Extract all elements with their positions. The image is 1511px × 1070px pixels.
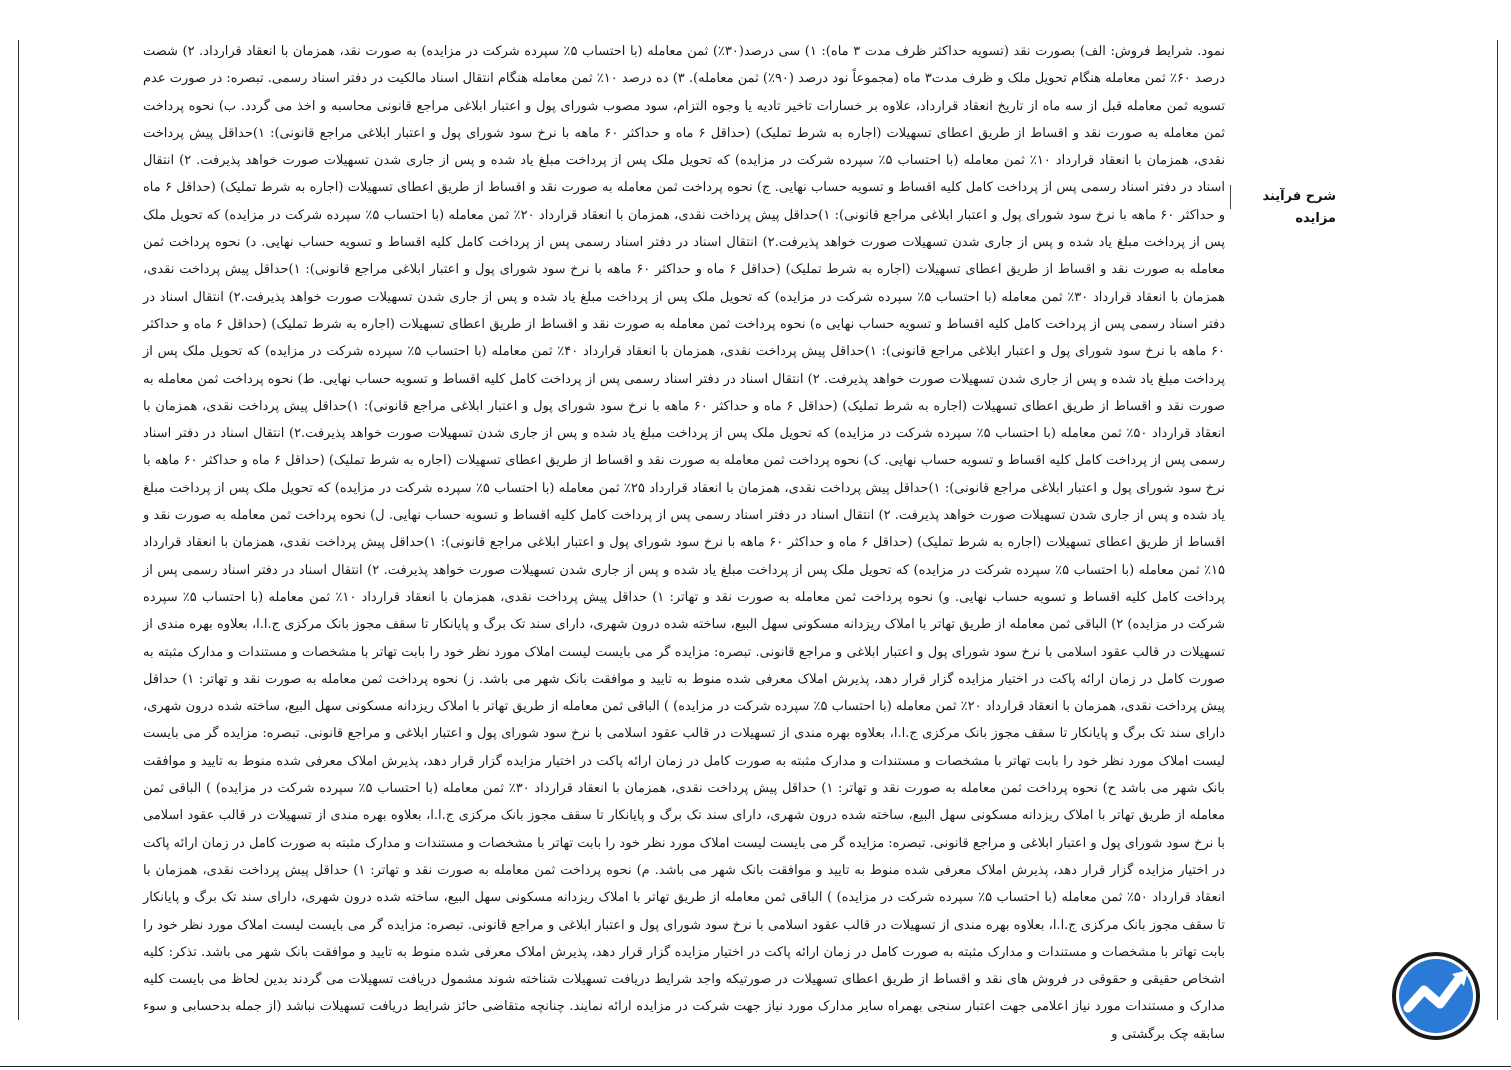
left-border-rule	[18, 40, 19, 1020]
auction-process-description: نمود. شرایط فروش: الف) بصورت نقد (تسویه حداکثر ظرف مدت ۳ ماه): ۱) سی درصد(۳۰٪) ثمن معامله (با احتساب ۵٪ سپرده شرکت در مزایده) به صورت نقد، همزمان با انعقاد قرارداد. ۲) شصت درصد ۶۰٪ ثمن معامله هنگام تحویل ملک و ظرف مدت۳ ماه (مجموعاً نود درصد (۹۰٪) ثمن معامله). ۳) ده درصد ۱۰٪ ثمن معامله هنگام انتقال اسناد مالکیت در دفتر اسناد رسمی. تبصره: در صورت عدم تسویه ثمن معامله قبل از سه ماه از تاریخ انعقاد قرارداد، علاوه بر خسارات تاخیر تادیه یا وجوه التزام، سود مصوب شورای پول و اعتبار ابلاغی مراجع قانونی محاسبه و اخذ می گردد. ب) نحوه پرداخت ثمن معامله به صورت نقد و اقساط از طریق اعطای تسهیلات (اجاره به شرط تملیک) (حداقل ۶ ماه و حداکثر ۶۰ ماهه با نرخ سود شورای پول و اعتبار ابلاغی مراجع قانونی): ۱)حداقل پیش پرداخت نقدی، همزمان با انعقاد قرارداد ۱۰٪ ثمن معامله (با احتساب ۵٪ سپرده شرکت در مزایده) که تحویل ملک پس از پرداخت مبلغ یاد شده و پس از جاری شدن تسهیلات صورت خواهد پذیرفت. ۲) انتقال اسناد در دفتر اسناد رسمی پس از پرداخت کامل کلیه اقساط و تسویه حساب نهایی. ج) نحوه پرداخت ثمن معامله به صورت نقد و اقساط از طریق اعطای تسهیلات (اجاره به شرط تملیک) (حداقل ۶ ماه و حداکثر ۶۰ ماهه با نرخ سود شورای پول و اعتبار ابلاغی مراجع قانونی): ۱)حداقل پیش پرداخت نقدی، همزمان با انعقاد قرارداد ۲۰٪ ثمن معامله (با احتساب ۵٪ سپرده شرکت در مزایده) که تحویل ملک پس از پرداخت مبلغ یاد شده و پس از جاری شدن تسهیلات صورت خواهد پذیرفت.۲) انتقال اسناد در دفتر اسناد رسمی پس از پرداخت کامل کلیه اقساط و تسویه حساب نهایی. د) نحوه پرداخت ثمن معامله به صورت نقد و اقساط از طریق اعطای تسهیلات (اجاره به شرط تملیک) (حداقل ۶ ماه و حداکثر ۶۰ ماهه با نرخ سود شورای پول و اعتبار ابلاغی مراجع قانونی): ۱)حداقل پیش پرداخت نقدی، همزمان با انعقاد قرارداد ۳۰٪ ثمن معامله (با احتساب ۵٪ سپرده شرکت در مزایده) که تحویل ملک پس از پرداخت مبلغ یاد شده و پس از جاری شدن تسهیلات صورت خواهد پذیرفت.۲) انتقال اسناد در دفتر اسناد رسمی پس از پرداخت کامل کلیه اقساط و تسویه حساب نهایی ه) نحوه پرداخت ثمن معامله به صورت نقد و اقساط از طریق اعطای تسهیلات (اجاره به شرط تملیک) (حداقل ۶ ماه و حداکثر ۶۰ ماهه با نرخ سود شورای پول و اعتبار ابلاغی مراجع قانونی): ۱)حداقل پیش پرداخت نقدی، همزمان با انعقاد قرارداد ۴۰٪ ثمن معامله (با احتساب ۵٪ سپرده شرکت در مزایده) که تحویل ملک پس از پرداخت مبلغ یاد شده و پس از جاری شدن تسهیلات صورت خواهد پذیرفت. ۲) انتقال اسناد در دفتر اسناد رسمی پس از پرداخت کامل کلیه اقساط و تسویه حساب نهایی. ط) نحوه پرداخت ثمن معامله به صورت نقد و اقساط از طریق اعطای تسهیلات (اجاره به شرط تملیک) (حداقل ۶ ماه و حداکثر ۶۰ ماهه با نرخ سود شورای پول و اعتبار ابلاغی مراجع قانونی): ۱)حداقل پیش پرداخت نقدی، همزمان با انعقاد قرارداد ۵۰٪ ثمن معامله (با احتساب ۵٪ سپرده شرکت در مزایده) که تحویل ملک پس از پرداخت مبلغ یاد شده و پس از جاری شدن تسهیلات صورت خواهد پذیرفت.۲) انتقال اسناد در دفتر اسناد رسمی پس از پرداخت کامل کلیه اقساط و تسویه حساب نهایی. ک) نحوه پرداخت ثمن معامله به صورت نقد و اقساط از طریق اعطای تسهیلات (اجاره به شرط تملیک) (حداقل ۶ ماه و حداکثر ۶۰ ماهه با نرخ سود شورای پول و اعتبار ابلاغی مراجع قانونی): ۱)حداقل پیش پرداخت نقدی، همزمان با انعقاد قرارداد ۲۵٪ ثمن معامله (با احتساب ۵٪ سپرده شرکت در مزایده) که تحویل ملک پس از پرداخت مبلغ یاد شده و پس از جاری شدن تسهیلات صورت خواهد پذیرفت. ۲) انتقال اسناد در دفتر اسناد رسمی پس از پرداخت کامل کلیه اقساط و تسویه حساب نهایی. ل) نحوه پرداخت ثمن معامله به صورت نقد و اقساط از طریق اعطای تسهیلات (اجاره به شرط تملیک) (حداقل ۶ ماه و حداکثر ۶۰ ماهه با نرخ سود شورای پول و اعتبار ابلاغی مراجع قانونی): ۱)حداقل پیش پرداخت نقدی، همزمان با انعقاد قرارداد ۱۵٪ ثمن معامله (با احتساب ۵٪ سپرده شرکت در مزایده) که تحویل ملک پس از پرداخت مبلغ یاد شده و پس از جاری شدن تسهیلات صورت خواهد پذیرفت. ۲) انتقال اسناد در دفتر اسناد رسمی پس از پرداخت کامل کلیه اقساط و تسویه حساب نهایی. و) نحوه پرداخت ثمن معامله به صورت نقد و تهاتر: ۱) حداقل پیش پرداخت نقدی، همزمان با انعقاد قرارداد ۱۰٪ ثمن معامله (با احتساب ۵٪ سپرده شرکت در مزایده) ۲) الباقی ثمن معامله از طریق تهاتر با املاک ریزدانه مسکونی سهل البیع، ساخته شده درون شهری، دارای سند تک برگ و پایانکار تا سقف مجوز بانک مرکزی ج.ا.ا، بعلاوه بهره مندی از تسهیلات در قالب عقود اسلامی با نرخ سود شورای پول و اعتبار ابلاغی و مراجع قانونی. تبصره: مزایده گر می بایست لیست املاک مورد نظر خود را بابت تهاتر با مشخصات و مستندات و مدارک مثبته به صورت کامل در زمان ارائه پاکت در اختیار مزایده گزار قرار دهد، پذیرش املاک معرفی شده منوط به تایید و موافقت بانک شهر می باشد. ز) نحوه پرداخت ثمن معامله به صورت نقد و تهاتر: ۱) حداقل پیش پرداخت نقدی، همزمان با انعقاد قرارداد ۲۰٪ ثمن معامله (با احتساب ۵٪ سپرده شرکت در مزایده) ) الباقی ثمن معامله از طریق تهاتر با املاک ریزدانه مسکونی سهل البیع، ساخته شده درون شهری، دارای سند تک برگ و پایانکار تا سقف مجوز بانک مرکزی ج.ا.ا، بعلاوه بهره مندی از تسهیلات در قالب عقود اسلامی با نرخ سود شورای پول و اعتبار ابلاغی و مراجع قانونی. تبصره: مزایده گر می بایست لیست املاک مورد نظر خود را بابت تهاتر با مشخصات و مستندات و مدارک مثبته به صورت کامل در زمان ارائه پاکت در اختیار مزایده گزار قرار دهد، پذیرش املاک معرفی شده منوط به تایید و موافقت بانک شهر می باشد ح) نحوه پرداخت ثمن معامله به صورت نقد و تهاتر: ۱) حداقل پیش پرداخت نقدی، همزمان با انعقاد قرارداد ۳۰٪ ثمن معامله (با احتساب ۵٪ سپرده شرکت در مزایده) ) الباقی ثمن معامله از طریق تهاتر با املاک ریزدانه مسکونی سهل البیع، ساخته شده درون شهری، دارای سند تک برگ و پایانکار تا سقف مجوز بانک مرکزی ج.ا.ا، بعلاوه بهره مندی از تسهیلات در قالب عقود اسلامی با نرخ سود شورای پول و اعتبار ابلاغی و مراجع قانونی. تبصره: مزایده گر می بایست لیست املاک مورد نظر خود را بابت تهاتر با مشخصات و مستندات و مدارک مثبته به صورت کامل در زمان ارائه پاکت در اختیار مزایده گزار قرار دهد، پذیرش املاک معرفی شده منوط به تایید و موافقت بانک شهر می باشد. م) نحوه پرداخت ثمن معامله به صورت نقد و تهاتر: ۱) حداقل پیش پرداخت نقدی، همزمان با انعقاد قرارداد ۵۰٪ ثمن معامله (با احتساب ۵٪ سپرده شرکت در مزایده) ) الباقی ثمن معامله از طریق تهاتر با املاک ریزدانه مسکونی سهل البیع، ساخته شده درون شهری، دارای سند تک برگ و پایانکار تا سقف مجوز بانک مرکزی ج.ا.ا، بعلاوه بهره مندی از تسهیلات در قالب عقود اسلامی با نرخ سود شورای پول و اعتبار ابلاغی و مراجع قانونی. تبصره: مزایده گر می بایست لیست املاک مورد نظر خود را بابت تهاتر با مشخصات و مستندات و مدارک مثبته به صورت کامل در زمان ارائه پاکت در اختیار مزایده گزار قرار دهد، پذیرش املاک معرفی شده منوط به تایید و موافقت بانک شهر می باشد. تذکر: کلیه اشخاص حقیقی و حقوقی در فروش های نقد و اقساط از طریق اعطای تسهیلات در صورتیکه واجد شرایط دریافت تسهیلات شناخته شوند مشمول دریافت تسهیلات می گردند بدین لحاظ می بایست کلیه مدارک و مستندات مورد نیاز اعلامی جهت اعتبار سنجی بهمراه سایر مدارک مورد نیاز جهت شرکت در مزایده ارائه نمایند. چنانچه متقاضی حائز شرایط دریافت تسهیلات نباشد (از جمله بدحسابی و سوء سابقه چک برگشتی و	[143, 44, 1226, 1042]
chart-trend-logo-icon	[1390, 950, 1482, 1042]
bottom-border-rule	[0, 1066, 1511, 1067]
section-label: شرح فرآیند مزایده	[1262, 189, 1336, 226]
label-separator	[1230, 185, 1231, 209]
logo-svg	[1390, 950, 1482, 1042]
right-border-rule	[1497, 40, 1498, 1020]
